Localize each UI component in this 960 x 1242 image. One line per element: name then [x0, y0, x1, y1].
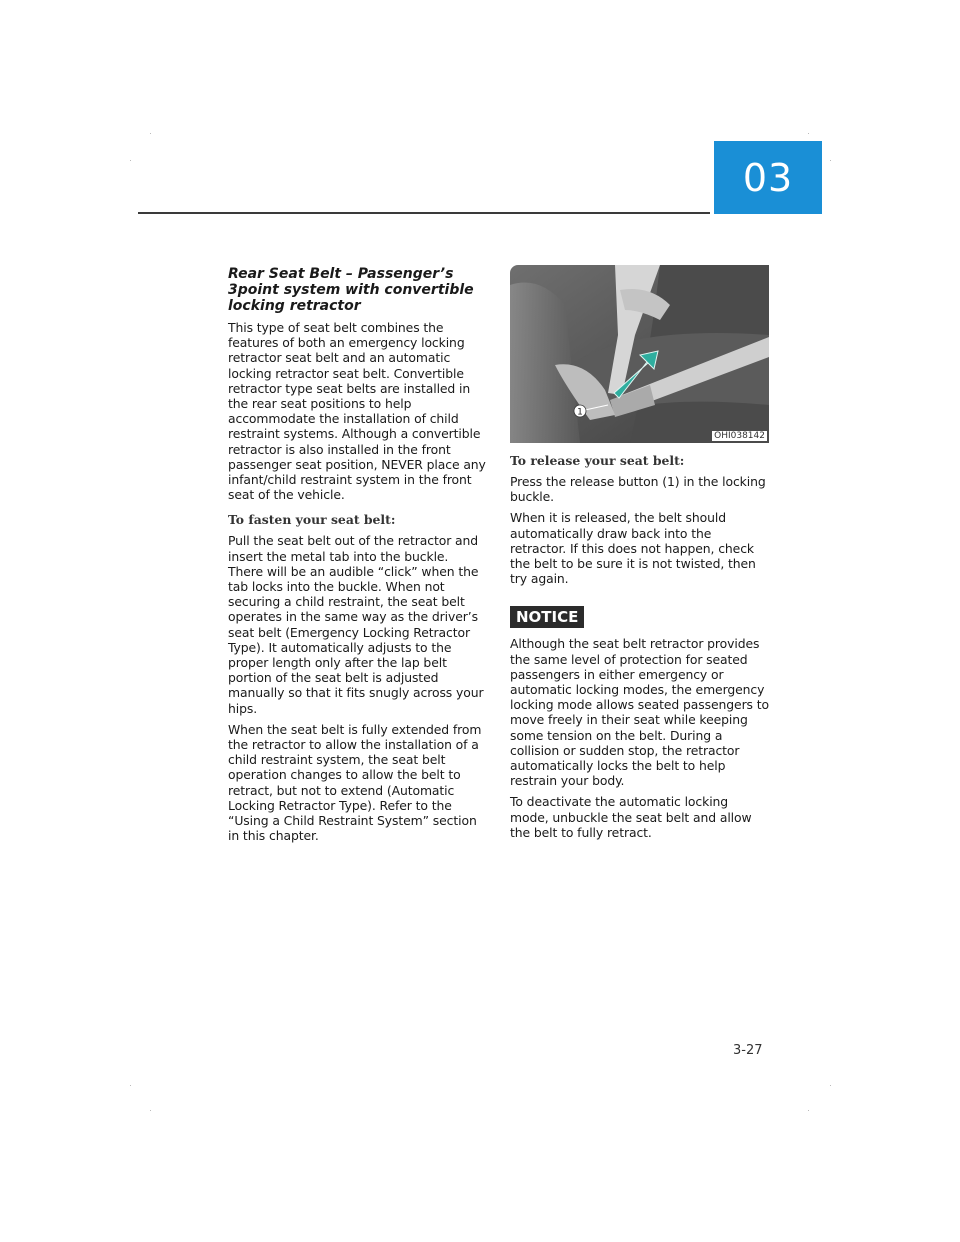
- crop-mark: [130, 1085, 131, 1086]
- header-rule: [138, 212, 710, 214]
- intro-paragraph: This type of seat belt combines the features of both an emergency locking retractor seat belt and an automatic locking retractor seat belt. Convertible retractor type seat belts are installed in the rear seat positions to help accommodate the installation of child restraint systems. Although a convertible retractor is also installed in the front passenger seat position, NEVER place any infant/child restraint system in the front seat of the vehicle.: [228, 320, 486, 503]
- seat-belt-illustration: [510, 265, 769, 443]
- crop-mark: [150, 1110, 151, 1111]
- notice-paragraph-1: Although the seat belt retractor provides the same level of protection for seated passengers in either emergency or automatic locking modes, the emergency locking mode allows seated passengers to move freely in their seat while keeping some tension on the belt. During a collision or sudden stop, the retractor automatically locks the belt to help restrain your body.: [510, 636, 769, 789]
- release-paragraph-1: Press the release button (1) in the locking buckle.: [510, 474, 766, 505]
- notice-paragraph-2: To deactivate the automatic locking mode, unbuckle the seat belt and allow the belt to fully retract.: [510, 794, 752, 840]
- release-heading: To release your seat belt:: [510, 453, 685, 468]
- right-column: [510, 265, 770, 846]
- notice-badge: NOTICE: [510, 606, 584, 628]
- crop-mark: [830, 160, 831, 161]
- crop-mark: [808, 1110, 809, 1111]
- crop-mark: [150, 133, 151, 134]
- fasten-heading: To fasten your seat belt:: [228, 512, 396, 528]
- fasten-paragraph-2: When the seat belt is fully extended from the retractor to allow the installation of a child restraint system, the seat belt operation changes to allow the belt to retract, but not to extend (Automatic Locking Retractor Type). Refer to the “Using a Child Restraint System” section in this chapter.: [228, 721, 482, 844]
- left-column: [228, 266, 486, 850]
- seat-belt-figure: [510, 265, 769, 443]
- page-number: 3-27: [733, 1043, 763, 1058]
- figure-callout: 1: [577, 407, 583, 418]
- chapter-tab: 03: [714, 141, 822, 214]
- crop-mark: [830, 1085, 831, 1086]
- fasten-paragraph-1: Pull the seat belt out of the retractor and insert the metal tab into the buckle. There will be an audible “click” when the tab locks into the buckle. When not securing a child restraint, the seat belt operates in the same way as the driver’s seat belt (Emergency Locking Retractor Type). It automatically adjusts to the proper length only after the lap belt portion of the seat belt is adjusted manually so that it fits snugly across your hips.: [228, 533, 484, 716]
- section-title: Rear Seat Belt – Passenger’s 3point system with convertible locking retractor: [228, 266, 474, 314]
- figure-code: OHI038142: [714, 431, 765, 441]
- release-paragraph-2: When it is released, the belt should automatically draw back into the retractor. If this does not happen, check the belt to be sure it is not twisted, then try again.: [510, 510, 756, 587]
- crop-mark: [808, 133, 809, 134]
- crop-mark: [130, 160, 131, 161]
